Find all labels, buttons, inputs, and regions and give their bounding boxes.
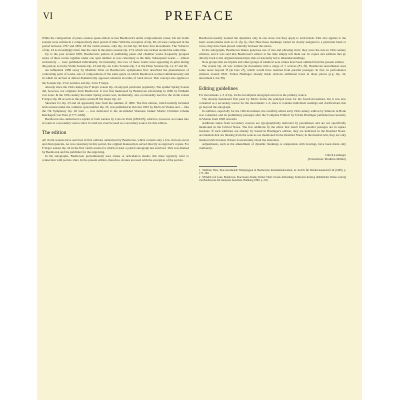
body-paragraph: Adjustments, such as the amendment of dynamic markings or adaptations with bowings, have been made only cautiously. [199, 141, 346, 150]
left-column [42, 36, 189, 162]
footnote-mark: 2 [199, 175, 201, 179]
body-paragraph: Up to the year around 1805, Beethoven's pattern of publishing piano and chamber works frequently grouped series of three works together under one opus number as was customary at the time. Subsequent works — almost exclusively — were published individually. Occasionally, also two of these works were appearing in print during this period, as in the Violin Sonatas Op. 23 and Op. 24, Cello Sonatas Op. 5 or the Piano Sonatas Op. 14, 27 and 49. [42, 52, 189, 69]
body-paragraph: For movements 1–3 of Op. 24 the incomplete autograph served as the primary source. [199, 93, 308, 98]
body-paragraph: The already mentioned first parts by Mollo forms the principal basis for the fourth movement, but it was also consulted as a secondary source for the movements 1–3, since it contains individual readings and clarifications that go beyond the autograph. [199, 97, 346, 110]
body-paragraph: In addition, especially for the 19th movement, the carefully edited early 19th century edition by Simrock in Bonn was consulted, and its preliminary passages after the 'Complete Edition' by Tobias Haslinger published successively in Vienna from 1828 onwards. [199, 109, 346, 122]
footnote [199, 176, 346, 183]
body-paragraph: In his autographs, Beethoven predominantly uses stroke or articulation marks; this must regularly refer to connection with portato slurs. In the present edition, therefore, strokes are used with the exception of the portato. [42, 153, 189, 162]
body-paragraph: Additions taken from secondary sources are typographically indicated by parentheses and are not specifically mentioned in the Critical Notes. The few additions by the editor that result from parallel passages are in square brackets. If such additions are already by Sound in Haslinger's edition, they are indicated in the Detailed Notes. Accidentals that are missing from the sources are mentioned in the Detailed Notes; in the musical text, they are only marked with brackets if there is uncertainty about the alteration. [199, 121, 346, 142]
author-signature [199, 153, 346, 161]
body-paragraph: In the autographs, Beethoven makes generous use of ties and phrasing slurs; they were the rule in 19th century editions, and it was said that Beethoven's editors at the time simply left them out. In copies and editions that go directly back to the original manuscripts, this occasionally led to misunderstandings. [199, 48, 346, 61]
footnote [199, 169, 346, 176]
body-paragraph: The sonata Op. 24 was written (in movement with a range of 5 octaves (F1–f3). Beethoven nevertheless uses some notes beyond f3 (in bars 27), which would have resulted from parallel passages. In fact, in performance editions around 1825, Tobias Haslinger already made obvious additional notes in those places (e.g. Op. 24, movement I, bar 38). [199, 64, 346, 81]
footnotes [199, 169, 346, 183]
body-paragraph: Beethoven usually notated the dynamics only in one stave, but they apply to both hands. This also applies to the basic sonata marks such as sf, sfp, fp, rfzd. Here these markings cannot be clearly assigned to a particular hand or voice, they have been placed centrally between the staves. [199, 36, 346, 49]
body-paragraph: Note groups that are triplets and other groups of identical note values have been omitted from the present edition. [202, 60, 345, 65]
document-page [37, 0, 362, 400]
body-paragraph: Beethoven also authorized a reprint of both sonatas by Cotta in Paris (1802/03), which is, however, not taken into account as a secondary source since it could not even be used as a secondary source for this edition. [42, 116, 189, 125]
footnote-mark: 1 [199, 168, 201, 172]
body-paragraph: Sketches for Op. 23 and 24 apparently date from the summer of 1800. The first edition, which initially included both sonatas under the common opus number Op. 23, was published in October 1801 by Mollo in Vienna and — like the 7th Symphony Op. 92 later — was dedicated to the art-minded Viennese banker Moritz Christian Johann Reichsgraf von Fries (1777–1826). [42, 100, 189, 117]
author-name: Ulrich Leisinger [325, 152, 346, 157]
page-number: VI [43, 11, 54, 21]
body-paragraph: An influential 1989 essay by Matthias Wais on Beethoven's symphonies first described the phenomenon of contrasting pairs of works, sets of compositions of the same genre on which Beethoven worked simultaneously and in which he arrived at almost diametrically opposed solutions in terms of tonal mood. This concept also applies to the Sonatas Op. 23 in A minor and Op. 24 in F major. [42, 68, 189, 85]
translator-credit: (Translation: Matthias Müller) [307, 156, 346, 161]
body-paragraph: Already since the 19th century the F major sonata Op. 24 enjoyed particular popularity. The epithet Spring Sonata did, however, not originate from Beethoven. It was first mentioned by Beethoven scholarship in 1860 by Wilhelm von Lenz. In the 19th century the name Spring sonata was, incidentally, also occasionally used for the violin sonata F major Op. 96 as well as the piano sonata B flat major Op. 22. [42, 84, 189, 101]
footnote-text: Matthias Wais, Paar-anordnende Werkgruppen in Beethovens Instrumentalwerken, in: Archiv für Musikwissenschaft 46 (1989), p. 175–199. [199, 168, 347, 176]
right-column [199, 36, 346, 182]
section-heading-editing-guidelines: Editing guidelines [199, 85, 238, 92]
footnote-text: Wilhelm von Lenz, Beethoven. Eine Kunst-Studie, Dritter Theil: Zweite Abtheilung: Kritischer Katalog sämmtlicher Werke Ludwig van Beethovens mit Analysen derselben, Hamburg 1860, p. 216. [199, 175, 346, 182]
body-paragraph: While the composition of piano sonatas spans almost across Beethoven's entire compositional career, his ten violin sonatas were written in a comparatively short period of time: With the exception of Op. 96, all were composed in the period between 1797 and 1802. Of the violin sonatas, only Op. 24 and Op. 96 have four movements. The 'Scherzo' of Op. 24 is exceedingly brief, like the ones in the piano sonatas Op. 27/2 which was written around the same time. [42, 36, 189, 53]
body-paragraph: All violin sonatas have survived in first editions authorized by Beethoven, which contain only a few obvious errors and discrepancies. As was customary in this period, the original manuscripts served directly as engraver's copies. For F major sonata Op. 24 in the first violin sonata for which at least a partial autograph has survived. This was marked by Beethoven and the publisher for the engraving. [42, 137, 190, 154]
section-heading-edition: The edition [42, 130, 67, 137]
page-title: PREFACE [164, 8, 235, 23]
footnote-divider [199, 166, 237, 167]
